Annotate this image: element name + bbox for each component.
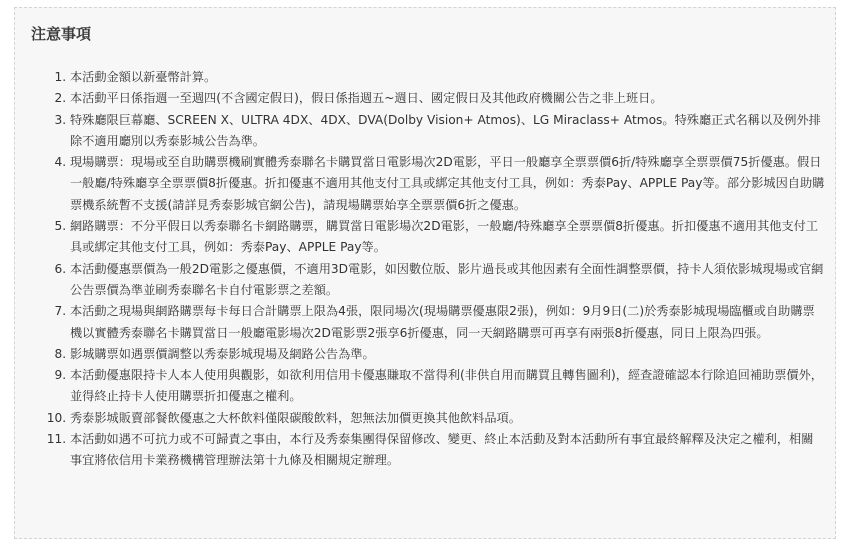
notice-item: 4. 現場購票：現場或至自助購票機刷實體秀泰聯名卡購買當日電影場次2D電影，平日一般廳享全票票價6折/特殊廳享全票票價75折優惠。假日一般廳/特殊廳享全票票價8折優惠。折扣優惠不適用其他支付工具或綁定其他支付工具，例如：秀泰Pay、APPLE Pay等。部分影城因自助購票機系統暫不支援(請詳見秀泰影城官網公告)，請現場購票始享全票票價6折之優惠。: [70, 152, 825, 216]
notice-item: 5. 網路購票：不分平假日以秀泰聯名卡網路購票，購買當日電影場次2D電影，一般廳/特殊廳享全票票價8折優惠。折扣優惠不適用其他支付工具或綁定其他支付工具，例如：秀泰Pay、APPLE Pay等。: [70, 216, 825, 259]
notice-item: 9. 本活動優惠限持卡人本人使用與觀影，如欲利用信用卡優惠賺取不當得利(非供自用而購買且轉售圖利)，經查證確認本行除追回補助票價外，並得終止持卡人使用購票折扣優惠之權利。: [70, 365, 825, 408]
notice-item: 2. 本活動平日係指週一至週四(不含國定假日)，假日係指週五~週日、國定假日及其他政府機關公告之非上班日。: [70, 88, 825, 109]
notice-title: 注意事項: [31, 25, 92, 43]
notice-item: 8. 影城購票如遇票價調整以秀泰影城現場及網路公告為準。: [70, 344, 825, 365]
notice-item: 7. 本活動之現場與網路購票每卡每日合計購票上限為4張，限同場次(現場購票優惠限2張)，例如：9月9日(二)於秀泰影城現場臨櫃或自助購票機以實體秀泰聯名卡購買當日一般廳電影場次2D電影票2張享6折優惠，同一天網路購票可再享有兩張8折優惠，同日上限為四張。: [70, 301, 825, 344]
notice-panel: [14, 7, 836, 539]
notice-item: 11. 本活動如遇不可抗力或不可歸責之事由，本行及秀泰集團得保留修改、變更、終止本活動及對本活動所有事宜最終解釋及決定之權利，相關事宜將依信用卡業務機構管理辦法第十九條及相關規定辦理。: [70, 429, 825, 472]
notice-item: 1. 本活動金額以新臺幣計算。: [70, 67, 825, 88]
notice-item: 6. 本活動優惠票價為一般2D電影之優惠價，不適用3D電影，如因數位版、影片過長或其他因素有全面性調整票價，持卡人須依影城現場或官網公告票價為準並刷秀泰聯名卡自付電影票之差額。: [70, 259, 825, 302]
notice-item: 10. 秀泰影城販賣部餐飲優惠之大杯飲料僅限碳酸飲料，恕無法加價更換其他飲料品項。: [70, 408, 825, 429]
notice-item: 3. 特殊廳限巨幕廳、SCREEN X、ULTRA 4DX、4DX、DVA(Dolby Vision+ Atmos)、LG Miraclass+ Atmos。特殊廳正式名稱以及例外排除不適用廳別以秀泰影城公告為準。: [70, 110, 825, 153]
notice-list: [15, 67, 837, 472]
